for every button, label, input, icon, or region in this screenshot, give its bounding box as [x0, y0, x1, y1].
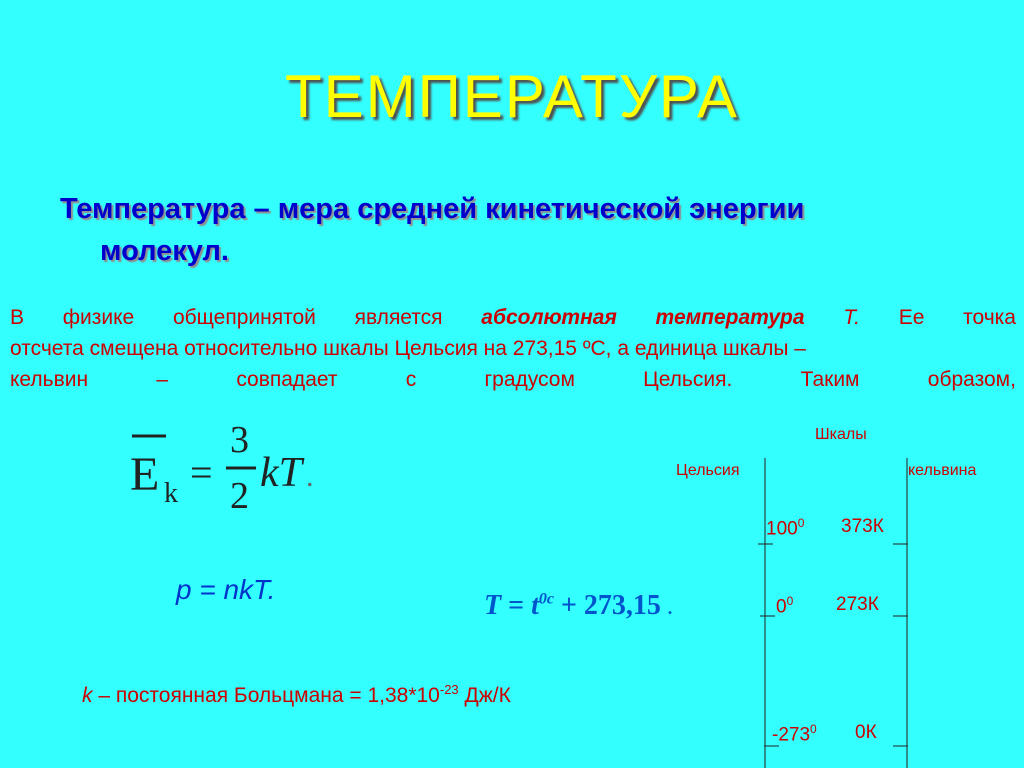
degree-celsius-superscript: 0c [538, 590, 554, 608]
word: В [10, 306, 25, 329]
kelvin-value-0: 0К [855, 722, 877, 743]
value: 0 [776, 596, 787, 618]
constant-text: – постоянная Больцмана = 1,38*10 [92, 684, 440, 707]
emphasis-temperature: температура [655, 306, 805, 329]
slide-title: ТЕМПЕРАТУРА [285, 63, 739, 130]
trailing-dot: . [666, 594, 673, 620]
celsius-label: Цельсия [676, 462, 740, 479]
word: общепринятой [172, 306, 316, 329]
trailing-dot: . [306, 460, 314, 493]
word: точка [963, 306, 1016, 329]
word: с [405, 368, 417, 391]
word: кельвин [10, 368, 89, 391]
paragraph-line-1 [10, 302, 1016, 333]
emphasis-absolute: абсолютная [481, 306, 617, 329]
symbol-T: T. [843, 306, 860, 329]
word: физике [62, 306, 135, 329]
degree-superscript: 0 [786, 594, 794, 608]
word: образом, [927, 368, 1016, 391]
word: – [156, 368, 169, 391]
kT-term: kT [260, 450, 302, 496]
celsius-value-100 [766, 516, 804, 540]
pressure-formula: p = nkT. [176, 574, 276, 605]
energy-symbol: E [130, 448, 160, 501]
unit: Дж/К [458, 684, 511, 707]
degree-superscript: 0 [810, 722, 817, 736]
kelvin-value-273: 273К [836, 594, 879, 615]
equals: = [501, 590, 532, 621]
paragraph-line-2 [10, 333, 1016, 364]
definition-line-2: молекул. [100, 235, 229, 267]
word: является [354, 306, 443, 329]
definition-text [60, 188, 940, 272]
kinetic-energy-formula-svg [126, 412, 326, 522]
kinetic-energy-formula [126, 412, 326, 527]
celsius-value-0 [776, 594, 793, 618]
definition-line-1: Температура – мера средней кинетической энергии [60, 193, 805, 225]
scales-title: Шкалы [815, 426, 867, 443]
equals-sign: = [190, 450, 213, 495]
word: градусом [484, 368, 575, 391]
degree-superscript: 0 [797, 516, 805, 530]
symbol-k: k [82, 684, 93, 707]
line-text: отсчета смещена относительно шкалы Цельсия на 273,15 ºС, а единица шкалы – [10, 337, 806, 360]
fraction-denominator: 2 [230, 475, 249, 517]
energy-subscript: k [164, 478, 178, 509]
symbol-T: T [484, 590, 502, 621]
celsius-value-minus-273 [772, 722, 817, 746]
word: Ее [898, 306, 925, 329]
fraction-numerator: 3 [230, 419, 249, 461]
paragraph [10, 302, 1016, 395]
offset: + 273,15 [553, 590, 661, 621]
kelvin-label: кельвина [908, 462, 977, 479]
kelvin-value-373: 373К [841, 516, 884, 537]
kelvin-conversion-formula [484, 590, 673, 622]
word: Цельсия. [643, 368, 733, 391]
word: совпадает [236, 368, 338, 391]
exponent: -23 [439, 682, 459, 697]
paragraph-line-3 [10, 364, 1016, 395]
boltzmann-constant [82, 682, 511, 708]
word: Таким [800, 368, 860, 391]
symbol-t: t [531, 590, 539, 621]
value: -273 [772, 724, 811, 746]
value: 100 [766, 518, 798, 540]
